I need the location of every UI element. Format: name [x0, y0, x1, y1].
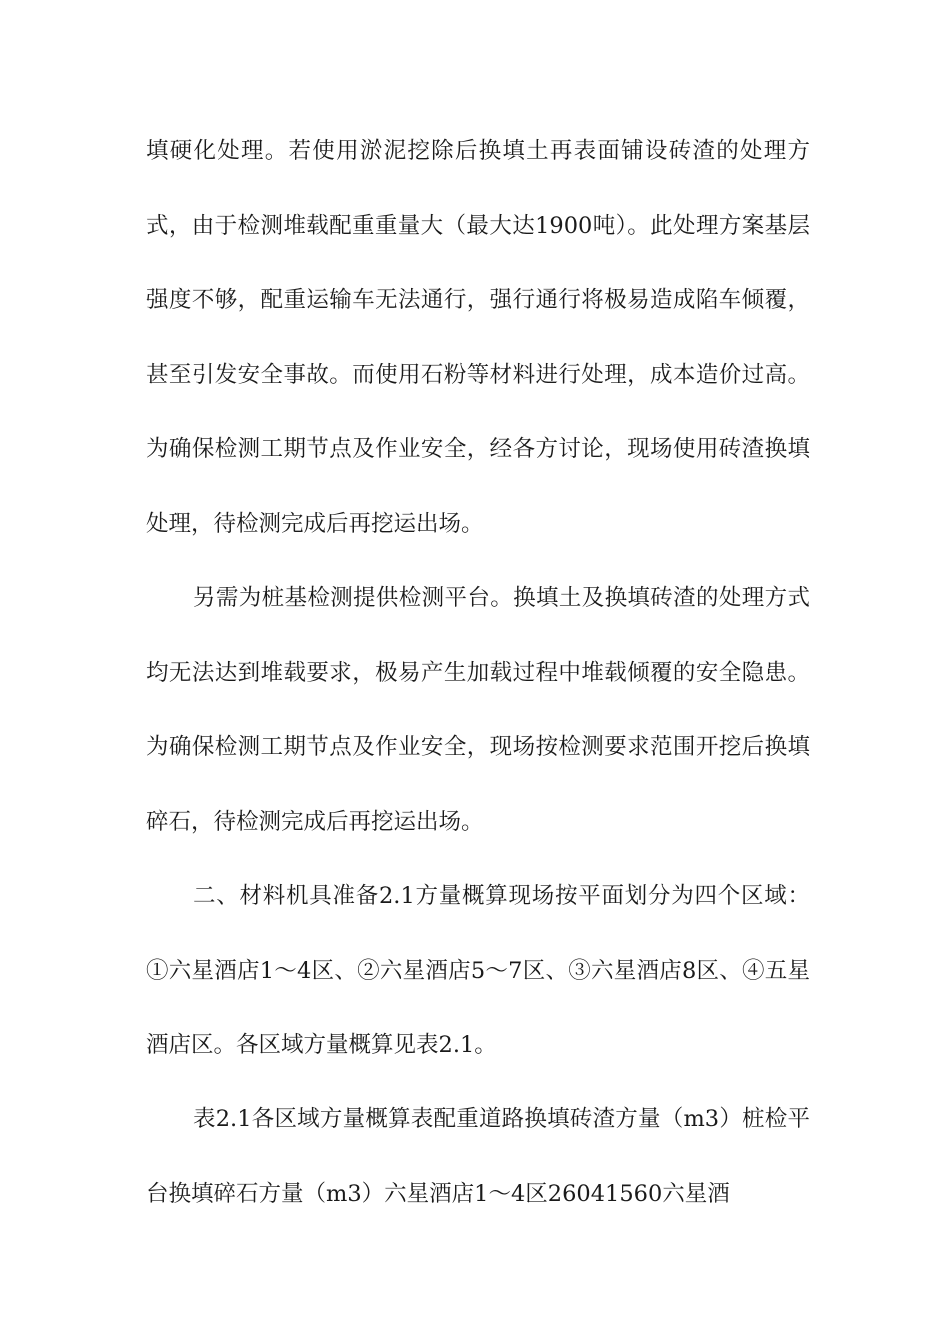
- body-paragraph-continuation: [146, 114, 810, 561]
- body-paragraph-platform: [146, 561, 810, 859]
- body-paragraph-materials: [146, 859, 810, 1083]
- paragraph-1: 填硬化处理。若使用淤泥挖除后换填土再表面铺设砖渣的处理方式，由于检测堆载配重重量大（最大达1900吨）。此处理方案基层强度不够，配重运输车无法通行，强行通行将极易造成陷车倾覆，甚至引发安全事故。而使用石粉等材料进行处理，成本造价过高。为确保检测工期节点及作业安全，经各方讨论，现场使用砖渣换填处理，待检测完成后再挖运出场。: [146, 138, 810, 537]
- body-paragraph-table-caption: [146, 1082, 810, 1231]
- paragraph-3: 二、材料机具准备2.1方量概算现场按平面划分为四个区域：①六星酒店1～4区、②六星酒店5～7区、③六星酒店8区、④五星酒店区。各区域方量概算见表2.1。: [146, 883, 810, 1058]
- paragraph-2: 另需为桩基检测提供检测平台。换填土及换填砖渣的处理方式均无法达到堆载要求，极易产生加载过程中堆载倾覆的安全隐患。为确保检测工期节点及作业安全，现场按检测要求范围开挖后换填碎石，待检测完成后再挖运出场。: [146, 585, 810, 835]
- paragraph-4: 表2.1各区域方量概算表配重道路换填砖渣方量（m3）桩检平台换填碎石方量（m3）六星酒店1～4区26041560六星酒: [146, 1106, 810, 1207]
